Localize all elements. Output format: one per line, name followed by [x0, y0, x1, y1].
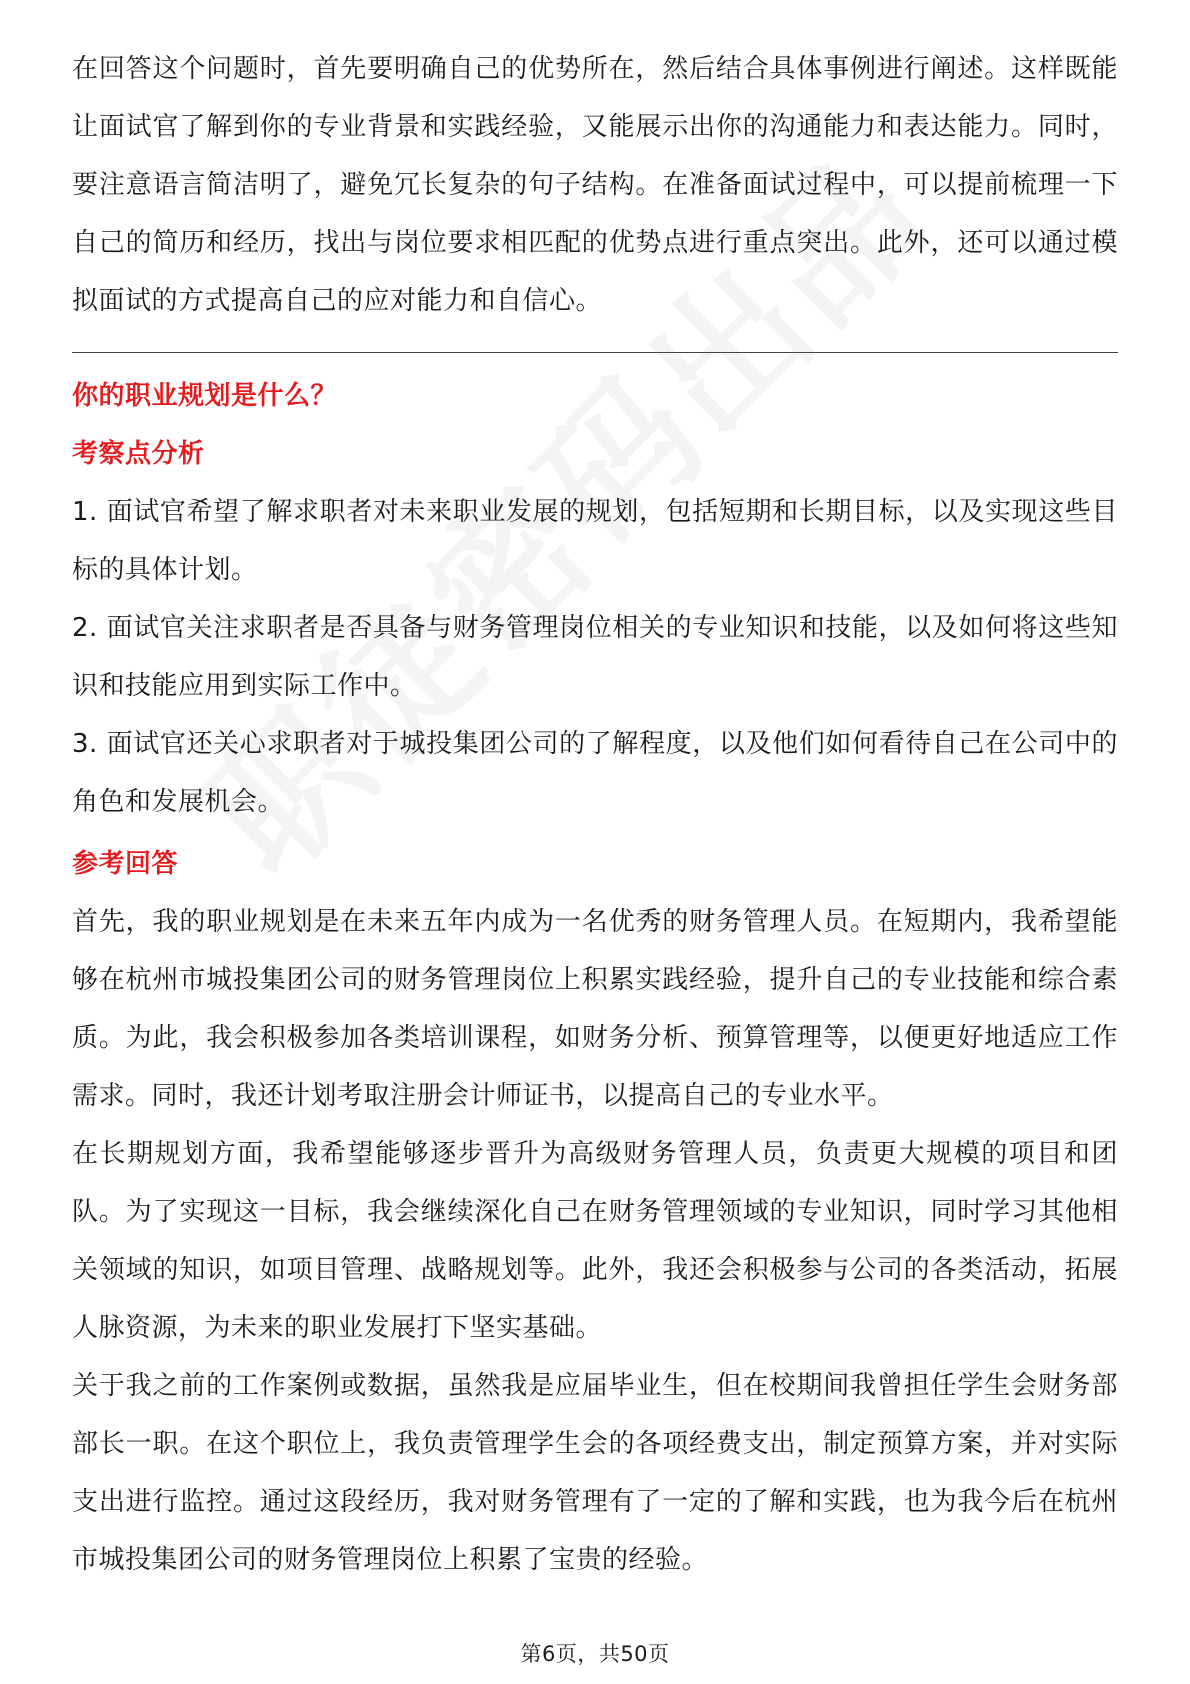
answer-heading: 参考回答 [72, 849, 179, 879]
answer-paragraph: 首先，我的职业规划是在未来五年内成为一名优秀的财务管理人员。在短期内，我希望能够在杭州市城投集团公司的财务管理岗位上积累实践经验，提升自己的专业技能和综合素质。为此，我会积极参加各类培训课程，如财务分析、预算管理等，以便更好地适应工作需求。同时，我还计划考取注册会计师证书，以提高自己的专业水平。 [72, 907, 1118, 1111]
analysis-heading: 考察点分析 [72, 439, 205, 469]
intro-paragraph: 在回答这个问题时，首先要明确自己的优势所在，然后结合具体事例进行阐述。这样既能让面试官了解到你的专业背景和实践经验，又能展示出你的沟通能力和表达能力。同时，要注意语言简洁明了，避免冗长复杂的句子结构。在准备面试过程中，可以提前梳理一下自己的简历和经历，找出与岗位要求相匹配的优势点进行重点突出。此外，还可以通过模拟面试的方式提高自己的应对能力和自信心。 [72, 54, 1118, 316]
analysis-item: 2. 面试官关注求职者是否具备与财务管理岗位相关的专业知识和技能，以及如何将这些知识和技能应用到实际工作中。 [72, 613, 1118, 701]
answer-paragraph: 在长期规划方面，我希望能够逐步晋升为高级财务管理人员，负责更大规模的项目和团队。为了实现这一目标，我会继续深化自己在财务管理领域的专业知识，同时学习其他相关领域的知识，如项目管理、战略规划等。此外，我还会积极参与公司的各类活动，拓展人脉资源，为未来的职业发展打下坚实基础。 [72, 1139, 1118, 1343]
question-title: 你的职业规划是什么？ [72, 381, 338, 411]
section-divider [72, 352, 1118, 353]
analysis-item: 1. 面试官希望了解求职者对未来职业发展的规划，包括短期和长期目标，以及实现这些目标的具体计划。 [72, 497, 1118, 585]
answer-paragraph: 关于我之前的工作案例或数据，虽然我是应届毕业生，但在校期间我曾担任学生会财务部部长一职。在这个职位上，我负责管理学生会的各项经费支出，制定预算方案，并对实际支出进行监控。通过这段经历，我对财务管理有了一定的了解和实践，也为我今后在杭州市城投集团公司的财务管理岗位上积累了宝贵的经验。 [72, 1371, 1118, 1575]
page-number: 第6页，共50页 [520, 1642, 670, 1666]
analysis-item: 3. 面试官还关心求职者对于城投集团公司的了解程度，以及他们如何看待自己在公司中的角色和发展机会。 [72, 729, 1118, 817]
document-page [72, 40, 1118, 1589]
